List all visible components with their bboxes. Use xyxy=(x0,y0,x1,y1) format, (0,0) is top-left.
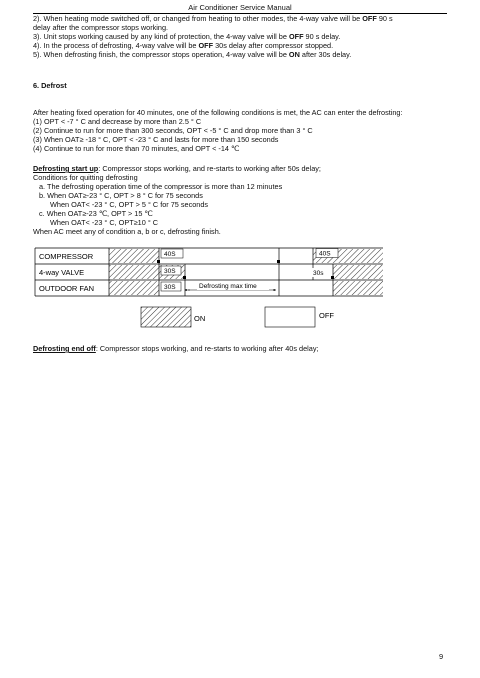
valve-on-right xyxy=(333,265,383,279)
intro-line-2: 2). When heating mode switched off, or changed from heating to other modes, the 4-way valve will be OFF 90 s xyxy=(33,14,393,23)
intro-line-4: 4). In the process of defrosting, 4-way valve will be OFF 30s delay after compressor stopped. xyxy=(33,41,334,50)
label-40s-left: 40S xyxy=(164,251,176,258)
quit-conditions-summary: When AC meet any of condition a, b or c, defrosting finish. xyxy=(33,227,221,236)
defrost-condition-3: (3) When OAT≥ -18 ° C, OPT < -23 ° C and lasts for more than 150 seconds xyxy=(33,135,279,144)
label-30s-valve-left: 30S xyxy=(164,268,176,275)
label-defrosting-max-time: Defrosting max time xyxy=(199,283,257,290)
quit-condition-b1: b. When OAT≥-23 ° C, OPT > 8 ° C for 75 seconds xyxy=(39,191,203,200)
row-label-compressor: COMPRESSOR xyxy=(39,252,94,261)
label-30s-valve-right: 30s xyxy=(313,270,324,277)
quit-condition-c1: c. When OAT≥-23 ℃, OPT > 15 ℃ xyxy=(39,209,153,218)
fan-on-left xyxy=(109,281,159,295)
intro-line-3: 3). Unit stops working caused by any kind of protection, the 4-way valve will be OFF 90 s delay. xyxy=(33,32,341,41)
defrost-end-label: Defrosting end off xyxy=(33,344,96,353)
defrost-condition-1: (1) OPT < -7 ° C and decrease by more than 2.5 ° C xyxy=(33,117,202,126)
page-number: 9 xyxy=(439,652,444,661)
intro-line-2-cont: delay after the compressor stops working. xyxy=(33,23,169,32)
intro-line-5: 5). When defrosting finish, the compressor stops operation, 4-way valve will be ON after 30s delay. xyxy=(33,50,352,59)
row-label-outdoor-fan: OUTDOOR FAN xyxy=(39,284,95,293)
legend-off-swatch xyxy=(265,307,315,327)
legend-on-swatch xyxy=(141,307,191,327)
defrost-intro: After heating fixed operation for 40 minutes, one of the following conditions is met, the AC can enter the defrosting: xyxy=(33,108,403,117)
label-30s-fan: 30S xyxy=(164,284,176,291)
defrost-timing-diagram xyxy=(33,246,385,334)
defrost-start-line: Defrosting start up: Compressor stops working, and re-starts to working after 50s delay; xyxy=(33,164,321,173)
page-header-title: Air Conditioner Service Manual xyxy=(188,3,292,12)
legend-off-label: OFF xyxy=(319,311,334,320)
legend-on-label: ON xyxy=(194,314,206,323)
quit-conditions-title: Conditions for quitting defrosting xyxy=(33,173,138,182)
label-40s-right: 40S xyxy=(319,250,331,258)
defrost-end-line: Defrosting end off: Compressor stops working, and re-starts to working after 40s delay; xyxy=(33,344,319,353)
fan-on-right xyxy=(333,281,383,295)
quit-condition-a: a. The defrosting operation time of the compressor is more than 12 minutes xyxy=(39,182,283,191)
section-heading-defrost: 6. Defrost xyxy=(33,81,67,90)
quit-condition-c2: When OAT< -23 ° C, OPT≥10 ° C xyxy=(50,218,159,227)
quit-condition-b2: When OAT< -23 ° C, OPT > 5 ° C for 75 seconds xyxy=(50,200,209,209)
defrost-condition-2: (2) Continue to run for more than 300 seconds, OPT < -5 ° C and drop more than 3 ° C xyxy=(33,126,313,135)
row-label-4way-valve: 4-way VALVE xyxy=(39,268,85,277)
defrost-condition-4: (4) Continue to run for more than 70 minutes, and OPT < -14 ℃ xyxy=(33,144,240,153)
defrost-start-label: Defrosting start up xyxy=(33,164,99,173)
compressor-on-left xyxy=(109,249,159,263)
